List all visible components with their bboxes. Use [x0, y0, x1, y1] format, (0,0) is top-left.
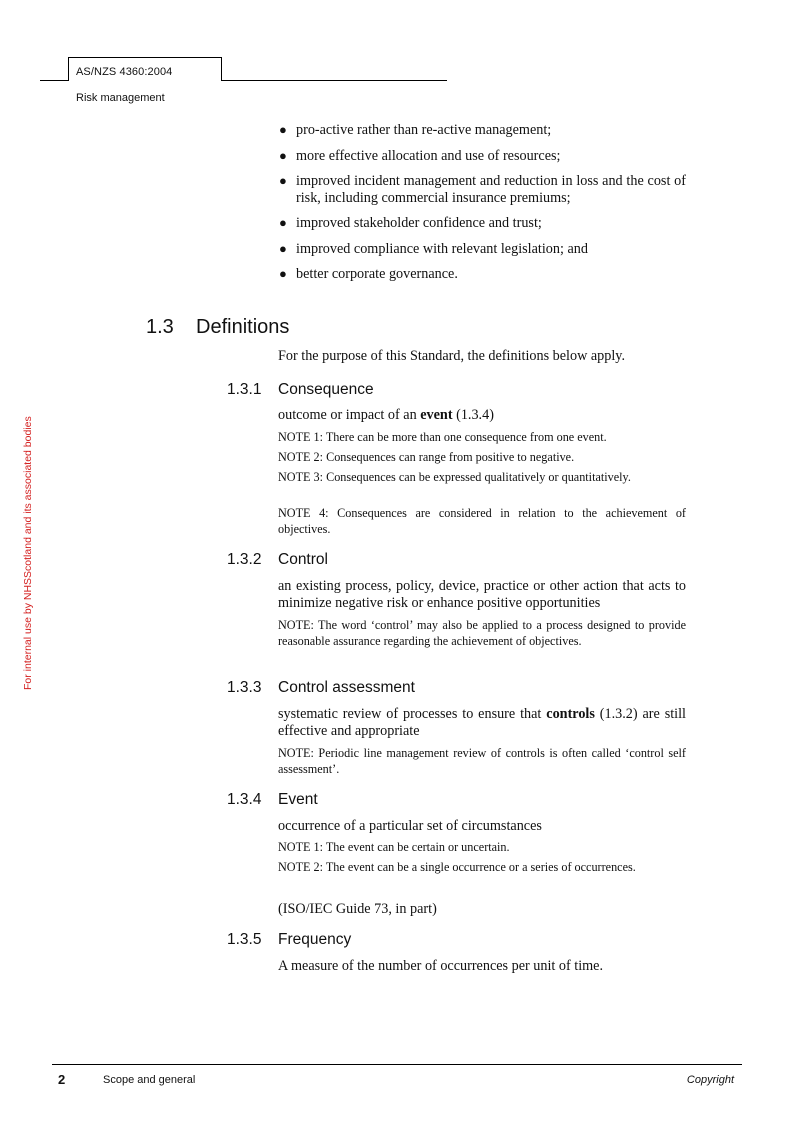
note: NOTE 1: There can be more than one consequence from one event. — [278, 430, 607, 444]
note: NOTE: The word ‘control’ may also be applied to a process designed to provide reasonable assurance regarding the achievement of objectives. — [278, 618, 686, 648]
bullet-icon: ● — [279, 266, 287, 281]
section-heading — [146, 316, 289, 339]
bullet-icon: ● — [279, 215, 287, 230]
footer-section: Scope and general — [103, 1074, 196, 1086]
definition-heading-event: 1.3.4 Event — [227, 791, 318, 808]
section-number: 1.3 — [146, 316, 174, 338]
note: NOTE 2: The event can be a single occurrence or a series of occurrences. — [278, 860, 636, 874]
definition-text-control: an existing process, policy, device, practice or other action that acts to minimize negative risk or enhance positive opportunities — [278, 578, 686, 611]
list-item: ● better corporate governance. — [279, 266, 458, 282]
section-title: Definitions — [196, 316, 290, 338]
section-intro: For the purpose of this Standard, the definitions below apply. — [278, 348, 626, 364]
definition-text-control-assessment: systematic review of processes to ensure that controls (1.3.2) are still effective and appropriate — [278, 706, 687, 739]
footer-rule — [52, 1064, 742, 1065]
note: NOTE 1: The event can be certain or uncertain. — [278, 840, 510, 854]
page-number: 2 — [58, 1072, 66, 1087]
definition-heading-control-assessment: 1.3.3 Control assessment — [227, 679, 415, 696]
list-item: ● pro-active rather than re-active management; — [279, 122, 552, 138]
header-rule-right — [221, 80, 447, 81]
definition-heading-control: 1.3.2 Control — [227, 551, 328, 568]
definition-text-consequence: outcome or impact of an event (1.3.4) — [278, 407, 494, 423]
list-item: ● improved compliance with relevant legislation; and — [279, 240, 588, 257]
definition-text-frequency: A measure of the number of occurrences per unit of time. — [278, 958, 604, 974]
note: NOTE 2: Consequences can range from positive to negative. — [278, 450, 575, 464]
note: NOTE 4: Consequences are considered in relation to the achievement of objectives. — [278, 506, 686, 536]
list-item: ● improved stakeholder confidence and trust; — [279, 215, 542, 231]
note: NOTE: Periodic line management review of controls is often called ‘control self assessment’. — [278, 746, 686, 776]
definition-heading-consequence: 1.3.1 Consequence — [227, 381, 374, 398]
bullet-icon: ● — [279, 147, 287, 163]
term-reference: event — [420, 407, 453, 423]
header-rule-left — [40, 80, 68, 81]
definition-heading-frequency: 1.3.5 Frequency — [227, 931, 352, 948]
list-item: ● improved incident management and reduction in loss and the cost of risk, including commercial insurance premiums; — [279, 173, 686, 206]
note: NOTE 3: Consequences can be expressed qualitatively or quantitatively. — [278, 470, 631, 484]
list-item: ● more effective allocation and use of resources; — [279, 147, 561, 164]
definition-source: (ISO/IEC Guide 73, in part) — [278, 901, 437, 917]
standard-number: AS/NZS 4360:2004 — [76, 66, 173, 78]
bullet-icon: ● — [279, 240, 287, 256]
benefits-list — [278, 122, 686, 292]
bullet-icon: ● — [279, 173, 287, 188]
definition-text-event: occurrence of a particular set of circumstances — [278, 818, 542, 834]
document-subtitle: Risk management — [76, 92, 165, 104]
side-watermark: For internal use by NHSScotland and its associated bodies — [22, 416, 34, 690]
footer-copyright: Copyright — [686, 1074, 734, 1086]
bullet-icon: ● — [279, 122, 287, 137]
term-reference: controls — [546, 706, 595, 722]
